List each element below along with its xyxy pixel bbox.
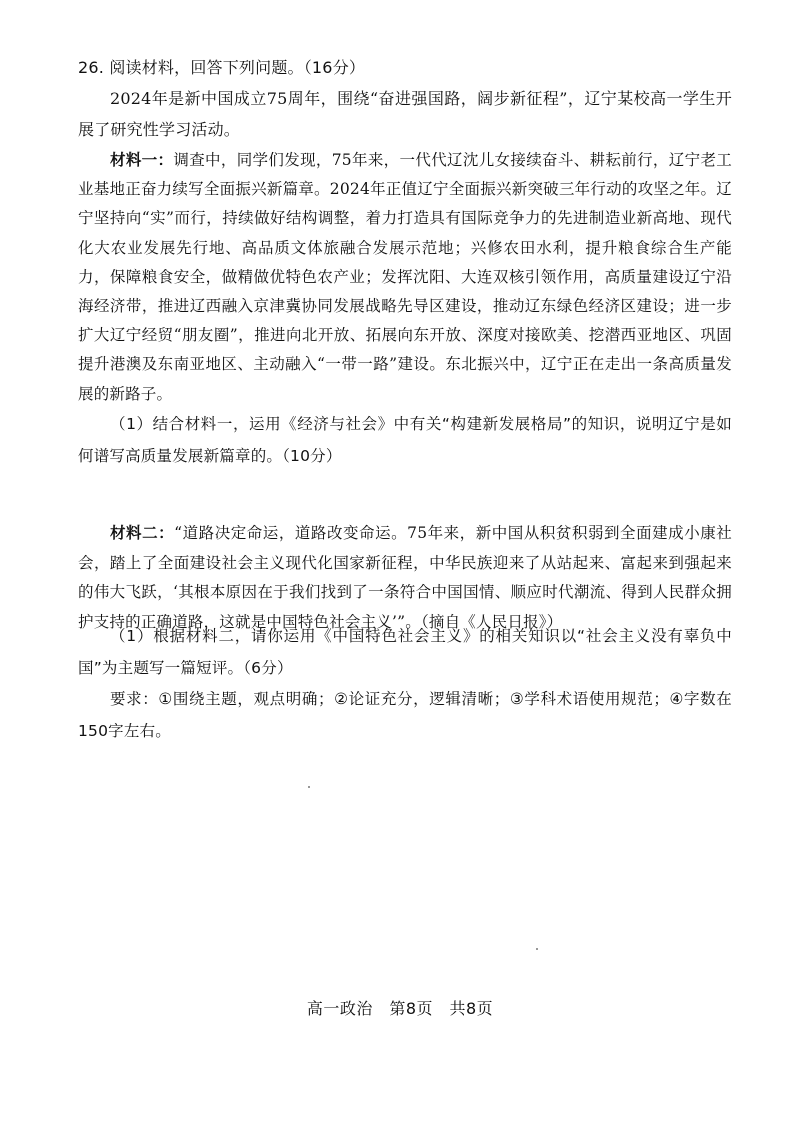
material-one: [78, 145, 732, 409]
material-one-lead: 材料一：: [110, 150, 174, 169]
sub-question-one: （1）结合材料一，运用《经济与社会》中有关“构建新发展格局”的知识，说明辽宁是如何谱写高质量发展新篇章的。（10分）: [78, 415, 732, 465]
answer-requirements: 要求：①围绕主题，观点明确；②论证充分，逻辑清晰；③学科术语使用规范；④字数在150字左右。: [78, 690, 732, 740]
question-intro: 2024年是新中国成立75周年，围绕“奋进强国路，阔步新征程”，辽宁某校高一学生开展了研究性学习活动。: [78, 89, 732, 139]
material-two-text: “道路决定命运，道路改变命运。75年来，新中国从积贫积弱到全面建成小康社会，踏上了全面建设社会主义现代化国家新征程，中华民族迎来了从站起来、富起来到强起来的伟大飞跃，‘其根本原因在于我们找到了一条符合中国国情、顺应时代潮流、得到人民群众拥护支持的正确道路，这就是中国特色社会主义’”。（摘自《人民日报》）: [78, 524, 732, 631]
scan-speck: [308, 786, 310, 788]
material-two-lead: 材料二：: [110, 523, 175, 542]
scan-speck: [536, 948, 538, 950]
page-footer: 高一政治 第8页 共8页: [306, 999, 494, 1018]
material-one-text: 调查中，同学们发现，75年来，一代代辽沈儿女接续奋斗、耕耘前行，辽宁老工业基地正奋力续写全面振兴新篇章。2024年正值辽宁全面振兴新突破三年行动的攻坚之年。辽宁坚持向“实”而行，持续做好结构调整，着力打造具有国际竞争力的先进制造业新高地、现代化大农业发展先行地、高品质文体旅融合发展示范地；兴修农田水利，提升粮食综合生产能力，保障粮食安全，做精做优特色农产业；发挥沈阳、大连双核引领作用，高质量建设辽宁沿海经济带，推进辽西融入京津冀协同发展战略先导区建设，推动辽东绿色经济区建设；进一步扩大辽宁经贸“朋友圈”，推进向北开放、拓展向东开放、深度对接欧美、挖潜西亚地区、巩固提升港澳及东南亚地区、主动融入“一带一路”建设。东北振兴中，辽宁正在走出一条高质量发展的新路子。: [78, 151, 732, 403]
question-title: 26. 阅读材料，回答下列问题。（16分）: [78, 58, 366, 77]
sub-question-two: （1）根据材料二，请你运用《中国特色社会主义》的相关知识以“社会主义没有辜负中国”为主题写一篇短评。（6分）: [78, 627, 732, 677]
